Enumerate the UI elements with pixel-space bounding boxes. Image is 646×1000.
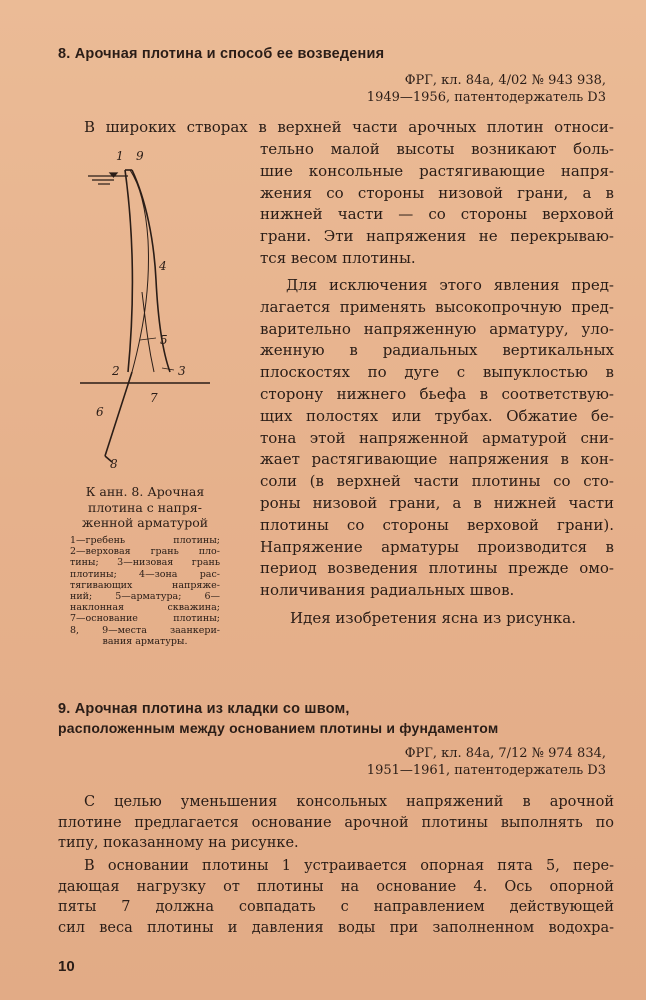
- fig-label: 3: [178, 364, 186, 378]
- water-level-marker: [88, 173, 128, 184]
- legend-line: 2—верховая грань пло-: [70, 546, 220, 558]
- text-line: жения со стороны низовой грани, а в: [260, 183, 614, 202]
- legend-line: ний; 5—арматура; 6—: [70, 591, 220, 603]
- legend-line: 8, 9—места заанкери-: [70, 624, 220, 636]
- text-line: период возведения плотины прежде омо-: [260, 559, 614, 578]
- fig-label: 4: [159, 259, 167, 273]
- text-line: щих полостях или трубах. Обжатие бе-: [260, 406, 614, 425]
- text-line: лагается применять высокопрочную пред-: [260, 297, 614, 316]
- text-line: роны низовой грани, а в нижней части: [260, 493, 614, 512]
- section-8-para3: [290, 608, 576, 630]
- text-line: плоскостях по дуге с выпуклостью в: [260, 363, 614, 382]
- text-line: типу, показанному на рисунке.: [58, 835, 299, 851]
- text-line: Идея изобретения ясна из рисунка.: [290, 609, 576, 627]
- fig-label: 2: [112, 364, 120, 378]
- section-9-para2: [58, 856, 614, 938]
- legend-line: 1—гребень плотины;: [70, 535, 220, 546]
- legend-line: наклонная скважина;: [70, 602, 220, 614]
- section-8-para2: [260, 275, 614, 602]
- text-line: грани. Эти напряжения не перекрываю-: [260, 227, 614, 246]
- patent-ref-line: ФРГ, кл. 84а, 7/12 № 974 834,: [404, 746, 606, 761]
- inclined-borehole: [105, 372, 132, 456]
- fig-label: 7: [150, 391, 158, 405]
- patent-ref-line: ФРГ, кл. 84а, 4/02 № 943 938,: [404, 73, 606, 88]
- text-line: женную в радиальных вертикальных: [260, 341, 614, 360]
- legend-line: плотины; 4—зона рас-: [70, 568, 220, 580]
- page-number: 10: [58, 958, 75, 975]
- text-line: соли (в верхней части плотины со сто-: [260, 472, 614, 491]
- fig-label: 6: [96, 405, 104, 419]
- text-line: жает растягивающие напряжения в кон-: [260, 450, 614, 469]
- caption-line: К анн. 8. Арочная: [85, 484, 205, 499]
- text-line: пяты 7 должна совпадать с направлением действующей: [58, 899, 614, 915]
- legend-line: вания арматуры.: [102, 635, 188, 647]
- text-line: варительно напряженную арматуру, уло-: [260, 319, 614, 338]
- tension-zone-line: [142, 292, 154, 372]
- section-9-title-line1: 9. Арочная плотина из кладки со швом,: [58, 701, 350, 717]
- text-line: шие консольные растягивающие напря-: [260, 161, 614, 180]
- text-line: дающая нагрузку от плотины на основание 4. Ось опорной: [58, 878, 614, 895]
- fig-label: 8: [110, 457, 118, 470]
- text-line: В широких створах в верхней части арочных плотин относи-: [84, 118, 614, 136]
- text-line: Для исключения этого явления пред-: [286, 276, 614, 294]
- text-line: сторону нижнего бьефа в соответствую-: [260, 384, 614, 403]
- text-line: С целью уменьшения консольных напряжений в арочной: [84, 794, 614, 810]
- text-line: плотине предлагается основание арочной плотины выполнять по: [58, 814, 614, 831]
- text-line: ноличивания радиальных швов.: [260, 581, 515, 600]
- dam-figure: [70, 140, 220, 470]
- section-8-para1-first: [84, 117, 614, 139]
- text-line: плотины со стороны верховой грани).: [260, 515, 614, 534]
- text-line: Напряжение арматуры производится в: [260, 537, 614, 556]
- legend-line: 7—основание плотины;: [70, 613, 220, 625]
- figure-legend: [70, 535, 220, 647]
- caption-line: женной арматурой: [81, 515, 209, 530]
- section-9-para1: [58, 792, 614, 854]
- section-8-para1-rest: [260, 139, 614, 270]
- fig-label: 5: [160, 333, 168, 347]
- legend-line: тины; 3—низовая грань: [70, 557, 220, 569]
- legend-line: тягивающих напряже-: [70, 579, 220, 591]
- text-line: нижней части — со стороны верховой: [260, 205, 614, 224]
- patent-ref-line: 1951—1961, патентодержатель D3: [366, 763, 606, 778]
- figure-caption: [70, 484, 220, 531]
- section-9-patent-ref: [367, 745, 606, 779]
- dam-upstream-face: [125, 170, 132, 372]
- patent-ref-line: 1949—1956, патентодержатель D3: [366, 90, 606, 105]
- fig-label: 9: [136, 149, 144, 163]
- text-line: тся весом плотины.: [260, 248, 416, 267]
- text-line: тельно малой высоты возникают боль-: [260, 140, 614, 158]
- section-9-title-line2: расположенным между основанием плотины и фундаментом: [58, 720, 499, 736]
- text-line: сил веса плотины и давления воды при заполненном водохра-: [58, 919, 614, 936]
- text-line: тона этой напряженной арматурой сни-: [260, 428, 614, 447]
- section-8-patent-ref: [367, 72, 606, 106]
- fig-label: 1: [116, 149, 124, 163]
- text-line: В основании плотины 1 устраивается опорная пята 5, пере-: [84, 858, 614, 874]
- caption-line: плотина с напря-: [87, 499, 202, 515]
- section-8-title: 8. Арочная плотина и способ ее возведения: [58, 46, 385, 62]
